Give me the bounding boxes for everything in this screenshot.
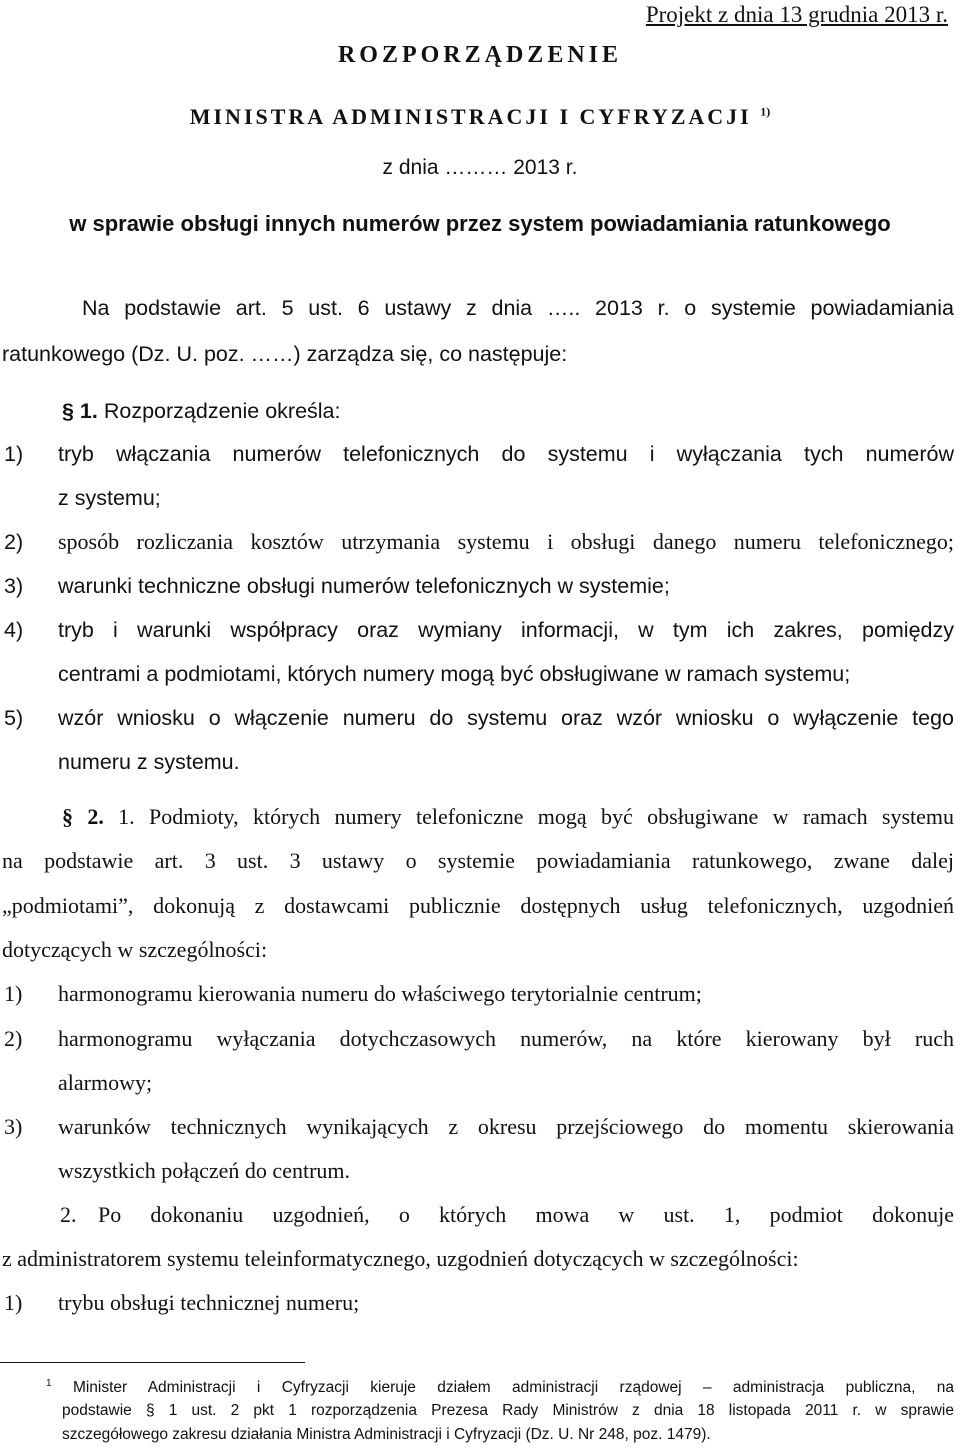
draft-note: Projekt z dnia 13 grudnia 2013 r. [645, 2, 948, 27]
paragraph-2-ust2-number: 2. [60, 1202, 77, 1227]
list-item-number: 3) [4, 1114, 23, 1139]
list-item-line: wzór wniosku o włączenie numeru do systemu oraz wzór wniosku o wyłączenie tego [58, 706, 954, 730]
list-item-number: 2) [4, 1026, 23, 1051]
list-item-line: harmonogramu wyłączania dotychczasowych numerów, na które kierowany był ruch [58, 1026, 954, 1051]
footnote-separator [0, 1362, 305, 1363]
footnote-line-2: podstawie § 1 ust. 2 pkt 1 rozporządzenia Prezesa Rady Ministrów z dnia 18 listopada 2011 r. w sprawie [62, 1402, 954, 1419]
footnote-line-1 [46, 1378, 954, 1397]
document-title: ROZPORZĄDZENIE [337, 42, 623, 68]
list-item-line: wszystkich połączeń do centrum. [58, 1158, 351, 1183]
footnote-text: Minister Administracji i Cyfryzacji kieruje działem administracji rządowej – administracja publiczna, na [72, 1379, 954, 1397]
list-item-line: tryb włączania numerów telefonicznych do systemu i wyłączania tych numerów [58, 442, 954, 466]
footnote-mark: 1 [46, 1378, 52, 1389]
list-item-number: 5) [4, 706, 24, 730]
list-item-line: sposób rozliczania kosztów utrzymania systemu i obsługi danego numeru telefonicznego; [58, 529, 954, 554]
paragraph-2-mark: § 2. [62, 804, 104, 829]
list-item-line: centrami a podmiotami, których numery mogą być obsługiwane w ramach systemu; [58, 662, 851, 686]
subject-line: w sprawie obsługi innych numerów przez system powiadamiania ratunkowego [69, 211, 891, 236]
list-item-line: warunków technicznych wynikających z okresu przejściowego do momentu skierowania [58, 1114, 954, 1139]
list-item-number: 1) [4, 1290, 23, 1315]
paragraph-1-mark: § 1. [62, 399, 98, 423]
paragraph-2-line: na podstawie art. 3 ust. 3 ustawy o systemie powiadamiania ratunkowego, zwane dalej [2, 848, 954, 873]
paragraph-1-intro [62, 399, 341, 424]
issuer-line [0, 104, 960, 130]
list-item-number: 4) [4, 618, 24, 642]
list-item-line: z systemu; [58, 486, 161, 510]
footnote-line-3: szczegółowego zakresu działania Ministra Administracji i Cyfryzacji (Dz. U. Nr 248, poz. 1479). [62, 1426, 711, 1443]
preamble-line-1: Na podstawie art. 5 ust. 6 ustawy z dnia ….. 2013 r. o systemie powiadamiania [82, 296, 954, 320]
paragraph-2-ust1-number: 1. [118, 804, 135, 829]
paragraph-2-line: „podmiotami”, dokonują z dostawcami publicznie dostępnych usług telefonicznych, uzgodnień [2, 893, 954, 918]
list-item-number: 1) [4, 442, 24, 466]
preamble-line-2: ratunkowego (Dz. U. poz. ……) zarządza się, co następuje: [2, 342, 568, 366]
list-item-number: 1) [4, 981, 23, 1006]
list-item-number: 2) [4, 530, 24, 554]
paragraph-2-ust2-line: Po dokonaniu uzgodnień, o których mowa w ust. 1, podmiot dokonuje [98, 1202, 954, 1227]
list-item-line: alarmowy; [58, 1070, 153, 1095]
date-line: z dnia ……… 2013 r. [382, 156, 578, 179]
list-item-number: 3) [4, 574, 24, 598]
issuer-name: MINISTRA ADMINISTRACJI I CYFRYZACJI [189, 104, 752, 129]
list-item-line: tryb i warunki współpracy oraz wymiany informacji, w tym ich zakres, pomiędzy [58, 618, 954, 642]
paragraph-2-text: Podmioty, których numery telefoniczne mogą być obsługiwane w ramach systemu [148, 804, 955, 829]
footnote-ref: 1) [760, 104, 771, 119]
paragraph-2-ust2-line: z administratorem systemu teleinformatycznego, uzgodnień dotyczących w szczególności: [2, 1246, 799, 1271]
list-item-line: numeru z systemu. [58, 750, 240, 774]
list-item-line: harmonogramu kierowania numeru do właściwego terytorialnie centrum; [58, 981, 702, 1006]
paragraph-2-line-1 [62, 804, 954, 830]
list-item-line: warunki techniczne obsługi numerów telefonicznych w systemie; [58, 574, 670, 598]
list-item-line: trybu obsługi technicznej numeru; [58, 1290, 360, 1315]
paragraph-2-line: dotyczących w szczególności: [2, 937, 268, 962]
paragraph-1-text: Rozporządzenie określa: [103, 399, 341, 423]
